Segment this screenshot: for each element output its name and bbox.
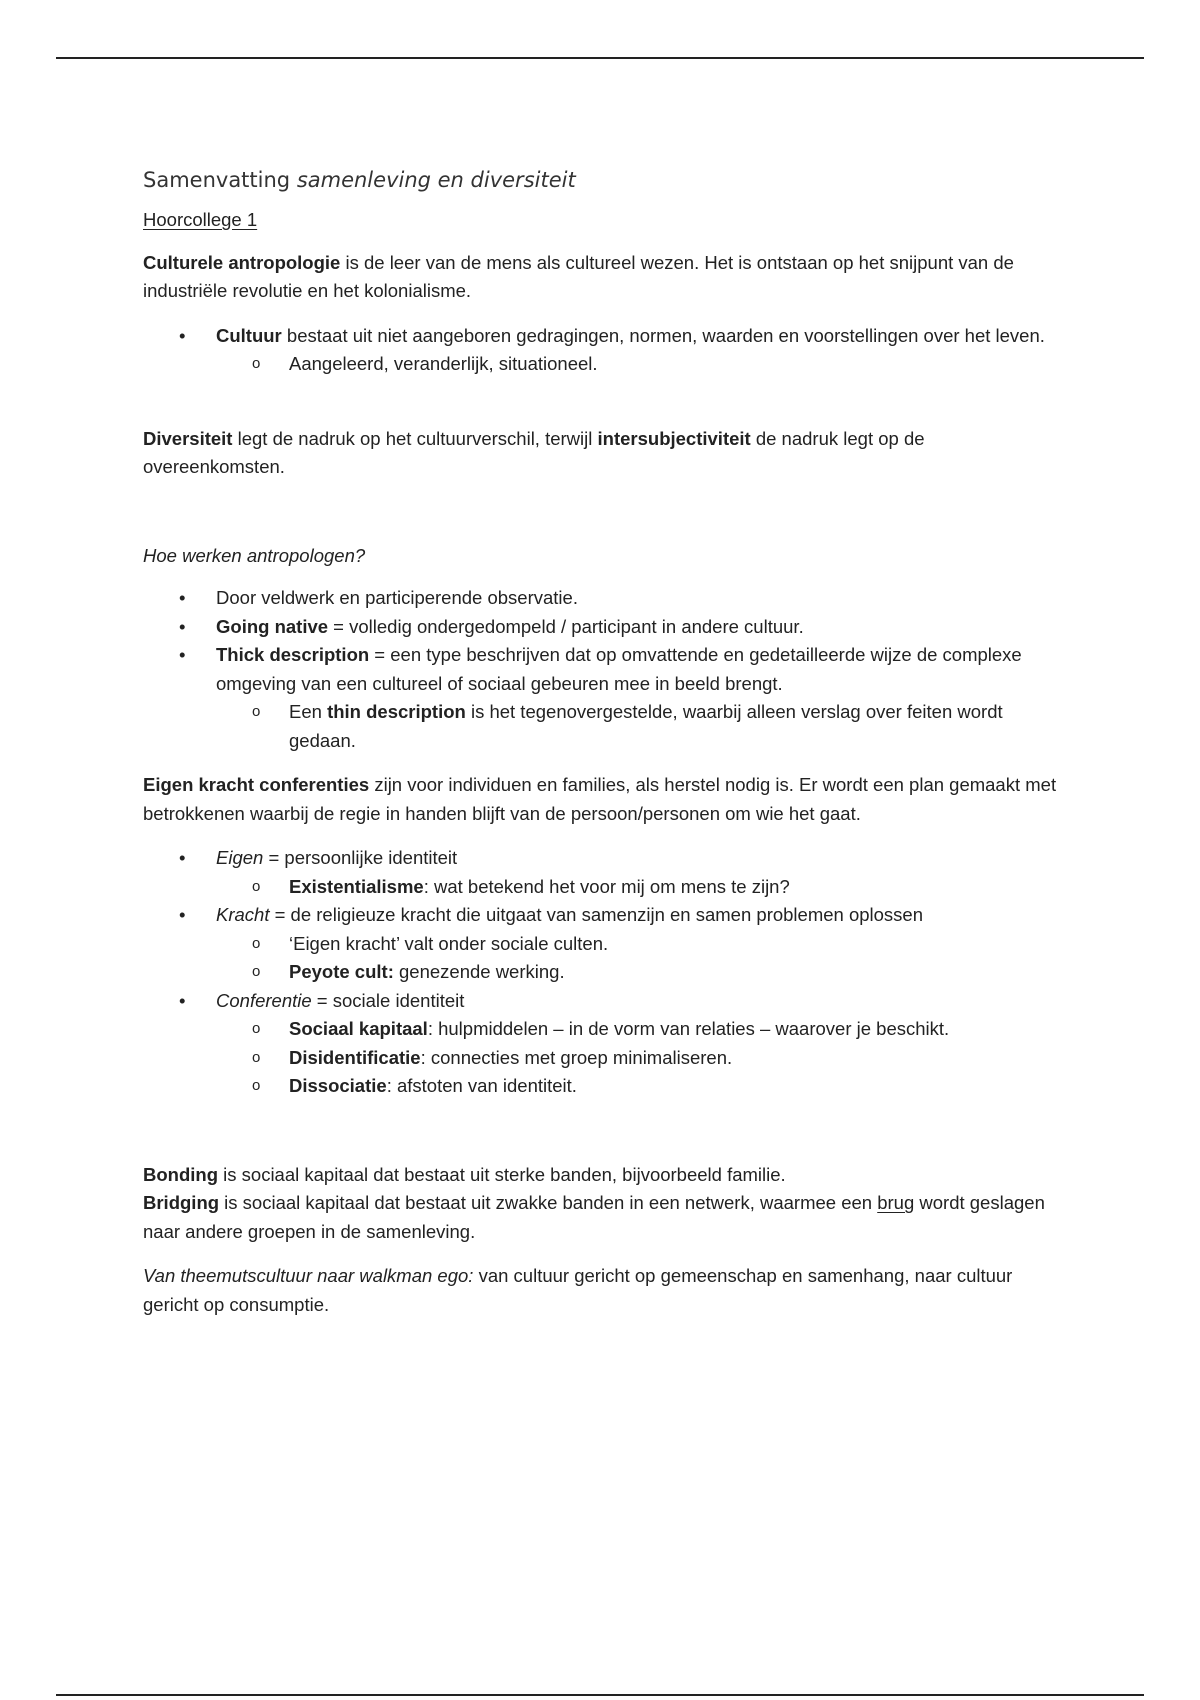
paragraph-diversiteit (143, 425, 1063, 482)
list-item-text: = volledig ondergedompeld / participant in andere cultuur. (328, 615, 804, 637)
term-bonding: Bonding (143, 1163, 219, 1185)
term-diversiteit: Diversiteit (143, 427, 233, 449)
sublist-item-text: : afstoten van identiteit. (386, 1075, 577, 1096)
sublist-item (216, 698, 1063, 755)
title-italic: samenleving en diversiteit (296, 168, 576, 192)
sublist-item-text: Een (289, 701, 328, 722)
section-heading: Hoorcollege 1 (143, 209, 258, 230)
paragraph-text: is de leer van de mens als cultureel wezen. Het is ontstaan op het snijpunt van de industriële revolutie en het kolonialisme. (143, 251, 1014, 301)
list-eigen-kracht (143, 844, 1063, 1101)
term-cultuur: Cultuur (216, 324, 282, 346)
header-rule (56, 57, 1144, 59)
list-item-text: = de religieuze kracht die uitgaat van samenzijn en samen problemen oplossen (269, 904, 924, 925)
sublist-item (216, 958, 1063, 987)
term-disidentificatie: Disidentificatie (289, 1046, 421, 1068)
sublist-item-text: : hulpmiddelen – in de vorm van relaties – waarover je beschikt. (427, 1018, 950, 1039)
sublist (216, 873, 1063, 902)
list-antropologen (143, 584, 1063, 755)
term-bridging: Bridging (143, 1192, 220, 1213)
title-regular: Samenvatting (143, 168, 297, 192)
underlined-word: brug (877, 1192, 915, 1213)
sublist (216, 350, 1063, 379)
paragraph-text: zijn voor individuen en families, als herstel nodig is. Er wordt een plan gemaakt met betrokkenen waarbij de regie in handen blijft van de persoon/personen om wie het gaat. (143, 774, 1057, 824)
term-existentialisme: Existentialisme (289, 875, 424, 897)
paragraph-text: wordt geslagen naar andere groepen in de samenleving. (143, 1192, 1045, 1242)
paragraph-eigen-kracht (143, 771, 1063, 828)
list-item (143, 987, 1063, 1101)
footer-rule (56, 1694, 1144, 1696)
sublist-item-text: is het tegenovergestelde, waarbij alleen verslag over feiten wordt gedaan. (289, 701, 1003, 751)
list-item (143, 322, 1063, 379)
term-dissociatie: Dissociatie (289, 1075, 387, 1096)
term-peyote-cult: Peyote cult: (289, 961, 394, 982)
list-item-text: = sociale identiteit (311, 989, 465, 1011)
sublist-item: o ‘Eigen kracht’ valt onder sociale culten. (216, 930, 1063, 959)
term-thick-description: Thick description (216, 644, 370, 665)
sublist-item (216, 1044, 1063, 1073)
list-item-text: = een type beschrijven dat op omvattende en gedetailleerde wijze de complexe omgeving van een cultureel of sociaal gebeuren mee in beeld brengt. (216, 644, 1022, 694)
sublist-item: o Aangeleerd, veranderlijk, situationeel. (216, 350, 1063, 379)
list-item (143, 613, 1063, 642)
term-intersubjectiviteit: intersubjectiviteit (597, 427, 751, 449)
sublist-item (216, 1072, 1063, 1101)
paragraph-text: is sociaal kapitaal dat bestaat uit sterke banden, bijvoorbeeld familie. (218, 1163, 786, 1185)
paragraph-theemutscultuur (143, 1262, 1063, 1319)
term-culturele-antropologie: Culturele antropologie (143, 251, 341, 273)
sublist-item (216, 873, 1063, 902)
paragraph-culturele-antropologie (143, 249, 1063, 306)
list-item (143, 901, 1063, 987)
document-body (143, 166, 1063, 1335)
term-sociaal-kapitaal: Sociaal kapitaal (289, 1018, 428, 1039)
paragraph-text: is sociaal kapitaal dat bestaat uit zwakke banden in een netwerk, waarmee een (219, 1192, 878, 1213)
term-eigen: Eigen (216, 847, 264, 868)
term-conferentie: Conferentie (216, 989, 312, 1011)
term-kracht: Kracht (216, 904, 270, 925)
sublist (216, 930, 1063, 987)
sublist-item (216, 1015, 1063, 1044)
list-cultuur (143, 322, 1063, 379)
list-item (143, 641, 1063, 755)
sublist (216, 698, 1063, 755)
sublist (216, 1015, 1063, 1101)
document-title (143, 166, 1063, 194)
paragraph-text: van cultuur gericht op gemeenschap en samenhang, naar cultuur gericht op consumptie. (143, 1265, 1013, 1315)
paragraph-text: legt de nadruk op het cultuurverschil, terwijl (232, 427, 598, 449)
term-eigen-kracht-conferenties: Eigen kracht conferenties (143, 774, 370, 795)
term-going-native: Going native (216, 615, 329, 637)
list-item-text: bestaat uit niet aangeboren gedragingen, normen, waarden en voorstellingen over het leven. (281, 324, 1045, 346)
question-heading: Hoe werken antropologen? (143, 544, 366, 566)
list-item: • Door veldwerk en participerende observatie. (143, 584, 1063, 613)
list-item-text: = persoonlijke identiteit (263, 847, 458, 868)
term-thin-description: thin description (327, 701, 466, 722)
sublist-item-text: genezende werking. (393, 961, 565, 982)
term-theemutscultuur: Van theemutscultuur naar walkman ego: (143, 1265, 474, 1286)
sublist-item-text: : wat betekend het voor mij om mens te zijn? (423, 875, 790, 897)
sublist-item-text: : connecties met groep minimaliseren. (420, 1046, 733, 1068)
list-item (143, 844, 1063, 901)
paragraph-bonding-bridging (143, 1161, 1063, 1247)
paragraph-text: de nadruk legt op de overeenkomsten. (143, 427, 925, 477)
